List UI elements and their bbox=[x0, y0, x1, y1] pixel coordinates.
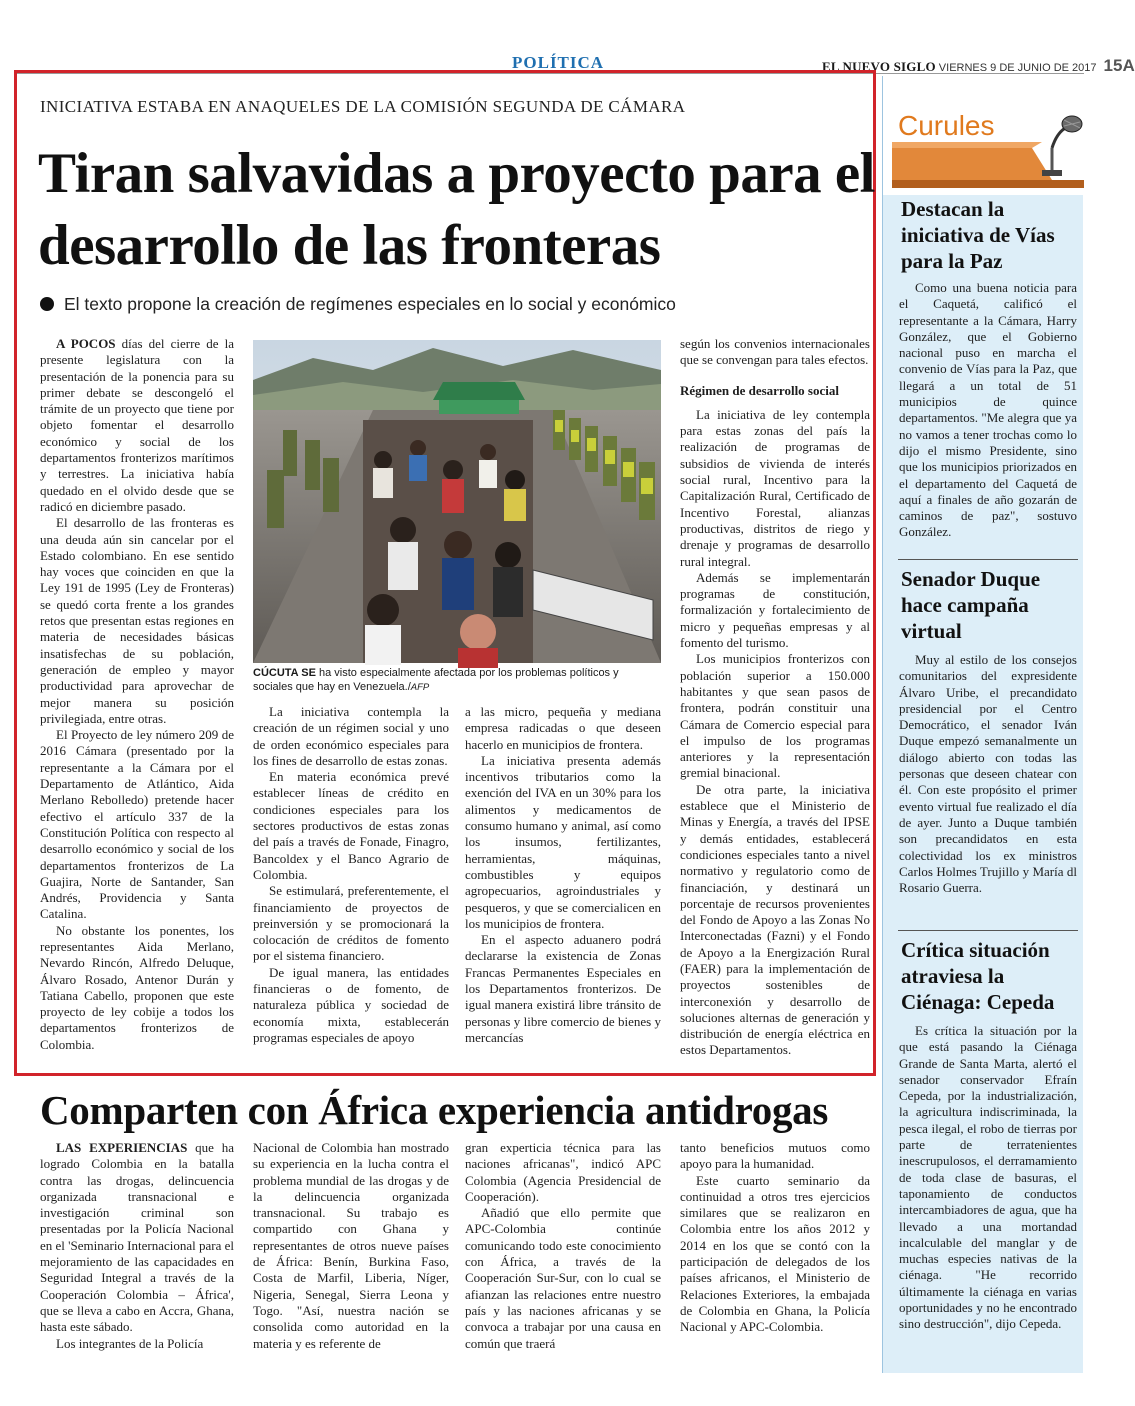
sidebar-item-headline: Destacan la iniciativa de Vías para la Paz bbox=[901, 197, 1055, 273]
feature-paragraph: Además se implementarán programas de constitución, formalización y fortalecimiento de micro y pequeñas empresas y al fomento del turismo. bbox=[680, 569, 870, 651]
story2-paragraph: Nacional de Colombia han mostrado su experiencia en la lucha contra el problema mundial de las drogas y de la delincuencia organizada transnacional. Su trabajo es compartido con Ghana y representantes de otros nueve países de África: Benín, Burkina Faso, Costa de Marfil, Liberia, Níger, Nigeria, Senegal, Sierra Leona y Togo. "Así, nuestra nación se consolida como autoridad en la materia y es referente de bbox=[253, 1140, 449, 1351]
feature-paragraph: El Proyecto de ley número 209 de 2016 Cámara (presentado por la representante a la Cámara por el Departamento de Atlántico, Aida Merlano Rebolledo) pretende hacer efectivo el artículo 337 de la Constitución Política con respecto al desarrollo económico y social de los departamentos fronterizos de La Guajira, Norte de Santander, San Andrés, Providencia y Santa Catalina. bbox=[40, 727, 234, 922]
lead-in: LAS EXPERIENCIAS bbox=[56, 1140, 188, 1155]
feature-paragraph: La iniciativa presenta además incentivos tributarios como la exención del IVA en un 30% para los alimentos y medicamentos de consumo humano y animal, así como los insumos, fertilizantes, herramientas, máquinas, combustibles y equipos agropecuarios, agroindustriales y pesqueros, y que se comercialicen en los municipios de frontera. bbox=[465, 752, 661, 931]
story2-paragraph: Este cuarto seminario da continuidad a otros tres ejercicios similares que se realizaron en Colombia entre los años 2012 y 2014 en los que se contó con la participación de delegados de los países africanos, el Ministerio de Relaciones Exteriores, la embajada de Colombia en Ghana, la Policía Nacional y APC-Colombia. bbox=[680, 1172, 870, 1335]
feature-paragraph: De igual manera, las entidades financieras o de fomento, de naturaleza pública y sociedad de economía mixta, establecerán programas especiales de apoyo bbox=[253, 964, 449, 1045]
feature-subhead-text: El texto propone la creación de regímenes especiales en lo social y económico bbox=[64, 294, 676, 314]
story2-column-2 bbox=[253, 1140, 449, 1352]
feature-column-1 bbox=[40, 336, 234, 1053]
story2-paragraph: LAS EXPERIENCIAS que ha logrado Colombia en la batalla contra las drogas, delincuencia organizada transnacional e investigación criminal son presentadas por la Policía Nacional en el 'Seminario Internacional para el mejoramiento de las capacidades en Seguridad Integral a través de la Cooperación Colombia – África', que se lleva a cabo en Accra, Ghana, hasta este sábado. bbox=[40, 1140, 235, 1335]
feature-paragraph: De otra parte, la iniciativa establece que el Ministerio de Minas y Energía, a través del IPSE y demás entidades, establecerá condiciones especiales tanto a nivel normativo y regulatorio como de financiación, y destinará un porcentaje de recursos provenientes del Fondo de Apoyo a las Zonas No Interconectadas (Fazni) y el Fondo de Apoyo a la Energización Rural (FAER) para la implementación de proyectos sostenibles de interconexión y desarrollo de soluciones alternas de generación y distribución de energía eléctrica en estos Departamentos. bbox=[680, 781, 870, 1058]
page-number: 15A bbox=[1103, 56, 1135, 75]
sidebar-item-headline: Crítica situación atraviesa la Ciénaga: Cepeda bbox=[901, 938, 1055, 1014]
feature-column-4 bbox=[680, 336, 870, 1059]
feature-paragraph: según los convenios internacionales que se convengan para tales efectos. bbox=[680, 336, 870, 368]
issue-date: VIERNES 9 DE JUNIO DE 2017 bbox=[938, 62, 1097, 74]
bullet-icon bbox=[40, 297, 54, 311]
story2-paragraph: gran experticia técnica para las naciones africanas", indicó APC Colombia (Agencia Presidencial de Cooperación). bbox=[465, 1140, 661, 1204]
sidebar-item-headline: Senador Duque hace campaña virtual bbox=[901, 567, 1041, 643]
feature-paragraph: El desarrollo de las fronteras es una deuda aún sin cancelar por el Estado colombiano. En ese sentido hay voces que coinciden en que la Ley 191 de 1995 (Ley de Fronteras) se quedó corta frente a los grandes retos que presentan estas regiones en materia de necesidades básicas insatisfechas de su población, generación de empleo y mayor productividad para aprovechar de mejor manera su posición privilegiada, entre otras. bbox=[40, 515, 234, 726]
story2-paragraph: Añadió que ello permite que APC-Colombia continúe comunicando todo este conocimiento con África, a través de la Cooperación Sur-Sur, con lo cual se afianzan las relaciones entre nuestro país y las naciones africanas y se convoca a trabajar por una causa en común que traerá bbox=[465, 1205, 661, 1351]
section-label: POLÍTICA bbox=[512, 53, 605, 72]
story2-column-1 bbox=[40, 1140, 234, 1352]
sidebar-title: Curules bbox=[898, 110, 995, 141]
photo-caption bbox=[253, 666, 661, 695]
sidebar-item-body: Es crítica la situación por la que está pasando la Ciénaga Grande de Santa Marta, alertó el senador conservador Efraín Cepeda, por la industrialización, la agricultura indiscriminada, la pesca ilegal, el robo de tierras por parte de terratenientes inescrupulosos, el derramamiento de toda clase de basuras, el taponamiento de conductos intercambiadores de agua, que ha llevado a una mortandad incalculable del manglar y de muchas especies nativas de la ciénaga. "He recorrido últimamente la ciénaga en varias oportunidades y no he encontrado sino destrucción", dijo Cepeda. bbox=[899, 1023, 1077, 1332]
feature-paragraph: Los municipios fronterizos con población superior a 150.000 habitantes y que sean pasos de frontera, podrán constituir una Cámara de Comercio especial para el impulso de los programas anteriores y la representación gremial binacional. bbox=[680, 651, 870, 781]
feature-column-3 bbox=[465, 704, 661, 1046]
caption-lead: CÚCUTA SE bbox=[253, 667, 316, 679]
feature-paragraph: La iniciativa contempla la creación de un régimen social y uno de orden económico especiales para los fines de desarrollo de estas zonas. bbox=[253, 704, 449, 768]
story2-headline: Comparten con África experiencia antidrogas bbox=[40, 1087, 829, 1133]
sidebar-divider bbox=[898, 930, 1078, 931]
sidebar-item-body: Muy al estilo de los consejos comunitarios del expresidente Álvaro Uribe, el precandidato presidencial por el Centro Democrático, el senador Iván Duque empezó semanalmente un diálogo abierto con todas las personas que deseen chatear con él. Con este propósito el primer evento virtual fue realizado el día de ayer. Junto a Duque también son precandidatos en esta colectividad los ex ministros Carlos Holmes Trujillo y María dl Rosario Guerra. bbox=[899, 652, 1077, 896]
story2-paragraph: tanto beneficios mutuos como apoyo para la humanidad. bbox=[680, 1140, 870, 1172]
feature-subhead bbox=[40, 294, 676, 315]
feature-kicker: INICIATIVA ESTABA EN ANAQUELES DE LA COMISIÓN SEGUNDA DE CÁMARA bbox=[40, 97, 686, 116]
sidebar-divider bbox=[898, 559, 1078, 560]
feature-paragraph: La iniciativa de ley contempla para estas zonas del país la realización de programas de subsidios de vivienda de interés social rural, Incentivo para la Capitalización Rural, Certificado de Incentivo Forestal, alianzas productivas, distritos de riego y drenaje y programas de desarrollo rural integral. bbox=[680, 406, 870, 569]
border-crossing-photo bbox=[253, 340, 661, 663]
feature-paragraph: En materia económica prevé establecer líneas de crédito en condiciones especiales para los sectores productivos de estas zonas del país a través de Fonade, Finagro, Bancoldex y el Banco Agrario de Colombia. bbox=[253, 769, 449, 882]
feature-paragraph: a las micro, pequeña y mediana empresa radicadas o que deseen hacerlo en municipios de frontera. bbox=[465, 704, 661, 752]
feature-paragraph: Se estimulará, preferentemente, el financiamiento de proyectos de preinversión y se promocionará la colocación de créditos de fomento por el sistema financiero. bbox=[253, 883, 449, 964]
story2-column-3 bbox=[465, 1140, 661, 1352]
feature-column-2 bbox=[253, 704, 449, 1046]
caption-text: ha visto especialmente afectada por los problemas políticos y sociales que hay en Venezuela./ bbox=[253, 667, 619, 693]
sidebar-item-body: Como una buena noticia para el Caquetá, calificó el representante a la Cámara, Harry González, que el Gobierno nacional puso en marcha el convenio de Vías para la Paz, que llegará a un total de 51 municipios de quince departamentos. "Me alegra que ya no vamos a tener trochas como lo dijo el mismo Presidente, sino que los municipios priorizados en el departamento del Caquetá de aquí a finales de año gozarán de caminos de paz", sostuvo González. bbox=[899, 280, 1077, 540]
subsection-heading: Régimen de desarrollo social bbox=[680, 382, 839, 398]
newspaper-name: EL NUEVO SIGLO bbox=[822, 59, 936, 74]
story2-paragraph: Los integrantes de la Policía bbox=[56, 1335, 204, 1351]
feature-paragraph: A POCOS días del cierre de la presente legislatura con la presentación de la ponencia para su primer debate se descongeló el trámite de un proyecto que tiene por objeto fomentar el desarrollo económico y social de los departamentos fronterizos marítimos y terrestres. La iniciativa había quedado en el olvido desde que se radicó en diciembre pasado. bbox=[40, 336, 234, 514]
sidebar-rule bbox=[882, 76, 883, 196]
story2-column-4 bbox=[680, 1140, 870, 1336]
photo-credit: AFP bbox=[410, 682, 430, 693]
feature-paragraph: No obstante los ponentes, los representantes Aida Merlano, Nevardo Rincón, Alfredo Deluque, Álvaro Rosado, Antenor Durán y Tatiana Cabello, proponen que este proyecto de ley cobije a todos los departamentos fronterizos de Colombia. bbox=[40, 922, 234, 1052]
lead-in: A POCOS bbox=[56, 336, 116, 351]
feature-headline: Tiran salvavidas a proyecto para el desarrollo de las fronteras bbox=[38, 142, 875, 277]
feature-paragraph: En el aspecto aduanero podrá declararse la existencia de Zonas Francas Permanentes Especiales en los Departamentos fronterizos. De igual manera existirá libre tránsito de personas y libre comercio de bienes y mercancías bbox=[465, 932, 661, 1045]
